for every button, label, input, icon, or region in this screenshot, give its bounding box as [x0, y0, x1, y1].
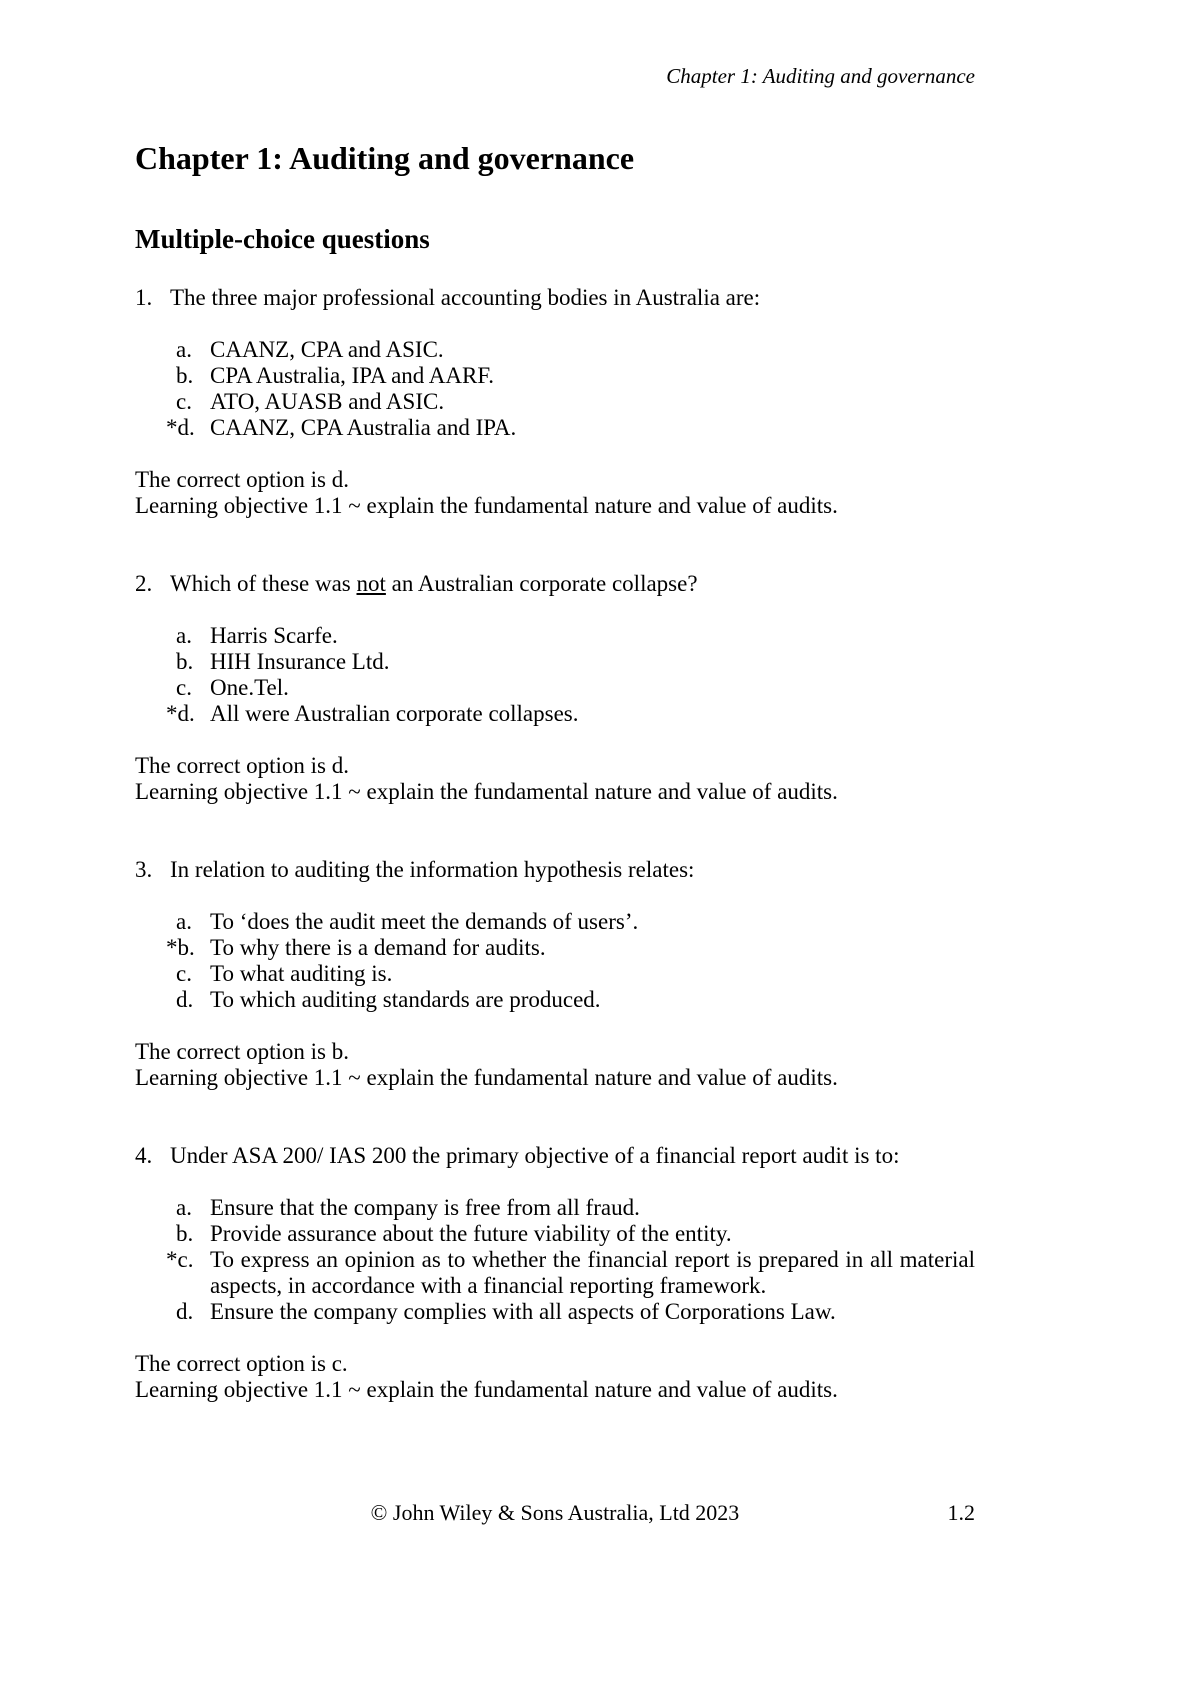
- option-text: To which auditing standards are produced.: [210, 987, 601, 1012]
- option-text: To ‘does the audit meet the demands of users’.: [210, 909, 639, 934]
- option-label: b.: [176, 649, 194, 674]
- option-text: Ensure the company complies with all aspects of Corporations Law.: [210, 1299, 836, 1324]
- option-text: Provide assurance about the future viability of the entity.: [210, 1221, 732, 1246]
- question-line: [135, 571, 975, 597]
- question-stem: [170, 571, 975, 597]
- question-line: [135, 857, 975, 883]
- option-row: [166, 337, 975, 363]
- option-text: Harris Scarfe.: [210, 623, 338, 648]
- question-stem: [170, 285, 975, 311]
- option-label: *c.: [166, 1247, 194, 1272]
- learning-objective-line: Learning objective 1.1 ~ explain the fundamental nature and value of audits.: [135, 1377, 838, 1402]
- question-number: 1.: [135, 285, 153, 310]
- option-label: c.: [176, 961, 192, 986]
- option-row: [166, 1247, 975, 1299]
- running-header: [135, 64, 975, 89]
- option-text: HIH Insurance Ltd.: [210, 649, 390, 674]
- question-number: 4.: [135, 1143, 153, 1168]
- page-title: Chapter 1: Auditing and governance: [135, 140, 635, 176]
- option-label: d.: [176, 987, 194, 1012]
- option-label: d.: [176, 1299, 194, 1324]
- option-row: [166, 935, 975, 961]
- footer-copyright: © John Wiley & Sons Australia, Ltd 2023: [370, 1500, 740, 1525]
- question-number: 3.: [135, 857, 153, 882]
- correct-option-line: The correct option is d.: [135, 753, 349, 778]
- option-row: [166, 961, 975, 987]
- option-label: a.: [176, 1195, 192, 1220]
- option-text: All were Australian corporate collapses.: [210, 701, 579, 726]
- option-label: a.: [176, 623, 192, 648]
- option-text: CPA Australia, IPA and AARF.: [210, 363, 495, 388]
- question-line: [135, 285, 975, 311]
- option-label: *d.: [166, 701, 195, 726]
- option-text: To express an opinion as to whether the financial report is prepared in all material aspects, in accordance with a financial reporting framework.: [210, 1247, 975, 1298]
- correct-option-line: The correct option is b.: [135, 1039, 349, 1064]
- option-row: [166, 623, 975, 649]
- question-block: [135, 285, 975, 519]
- section-heading: Multiple-choice questions: [135, 224, 430, 254]
- learning-objective-line: Learning objective 1.1 ~ explain the fundamental nature and value of audits.: [135, 1065, 838, 1090]
- question-stem-text: In relation to auditing the information hypothesis relates:: [170, 857, 695, 882]
- option-row: [166, 389, 975, 415]
- page-content: [135, 64, 975, 1403]
- option-text: To why there is a demand for audits.: [210, 935, 546, 960]
- page-footer: [135, 1500, 975, 1526]
- question-stem-text: Under ASA 200/ IAS 200 the primary objective of a financial report audit is to:: [170, 1143, 900, 1168]
- option-row: [166, 415, 975, 441]
- question-block: [135, 1143, 975, 1403]
- question-stem: [170, 857, 975, 883]
- option-label: a.: [176, 909, 192, 934]
- option-label: *d.: [166, 415, 195, 440]
- option-text: To what auditing is.: [210, 961, 393, 986]
- options-list: [166, 337, 975, 441]
- option-text: CAANZ, CPA and ASIC.: [210, 337, 444, 362]
- option-label: a.: [176, 337, 192, 362]
- question-stem-text: The three major professional accounting bodies in Australia are:: [170, 285, 761, 310]
- question-stem-underlined-text: not: [356, 571, 386, 596]
- question-block: [135, 571, 975, 805]
- option-text: Ensure that the company is free from all fraud.: [210, 1195, 640, 1220]
- option-row: [166, 1195, 975, 1221]
- option-text: ATO, AUASB and ASIC.: [210, 389, 445, 414]
- question-stem: [170, 1143, 975, 1169]
- option-row: [166, 1299, 975, 1325]
- option-text: One.Tel.: [210, 675, 289, 700]
- correct-option-line: The correct option is d.: [135, 467, 349, 492]
- running-header-title: Chapter 1: Auditing and governance: [666, 64, 975, 88]
- question-block: [135, 857, 975, 1091]
- correct-option-line: The correct option is c.: [135, 1351, 348, 1376]
- learning-objective-line: Learning objective 1.1 ~ explain the fundamental nature and value of audits.: [135, 493, 838, 518]
- footer-page-number: 1.2: [947, 1500, 975, 1525]
- question-stem-text: Which of these was: [170, 571, 357, 596]
- option-label: b.: [176, 363, 194, 388]
- option-row: [166, 363, 975, 389]
- option-row: [166, 675, 975, 701]
- question-stem-text: an Australian corporate collapse?: [385, 571, 698, 596]
- option-row: [166, 909, 975, 935]
- question-number: 2.: [135, 571, 153, 596]
- question-line: [135, 1143, 975, 1169]
- option-label: c.: [176, 389, 192, 414]
- option-row: [166, 649, 975, 675]
- options-list: [166, 623, 975, 727]
- options-list: [166, 1195, 975, 1325]
- option-text: CAANZ, CPA Australia and IPA.: [210, 415, 517, 440]
- option-row: [166, 701, 975, 727]
- option-label: c.: [176, 675, 192, 700]
- learning-objective-line: Learning objective 1.1 ~ explain the fundamental nature and value of audits.: [135, 779, 838, 804]
- option-label: *b.: [166, 935, 195, 960]
- options-list: [166, 909, 975, 1013]
- option-row: [166, 1221, 975, 1247]
- option-label: b.: [176, 1221, 194, 1246]
- option-row: [166, 987, 975, 1013]
